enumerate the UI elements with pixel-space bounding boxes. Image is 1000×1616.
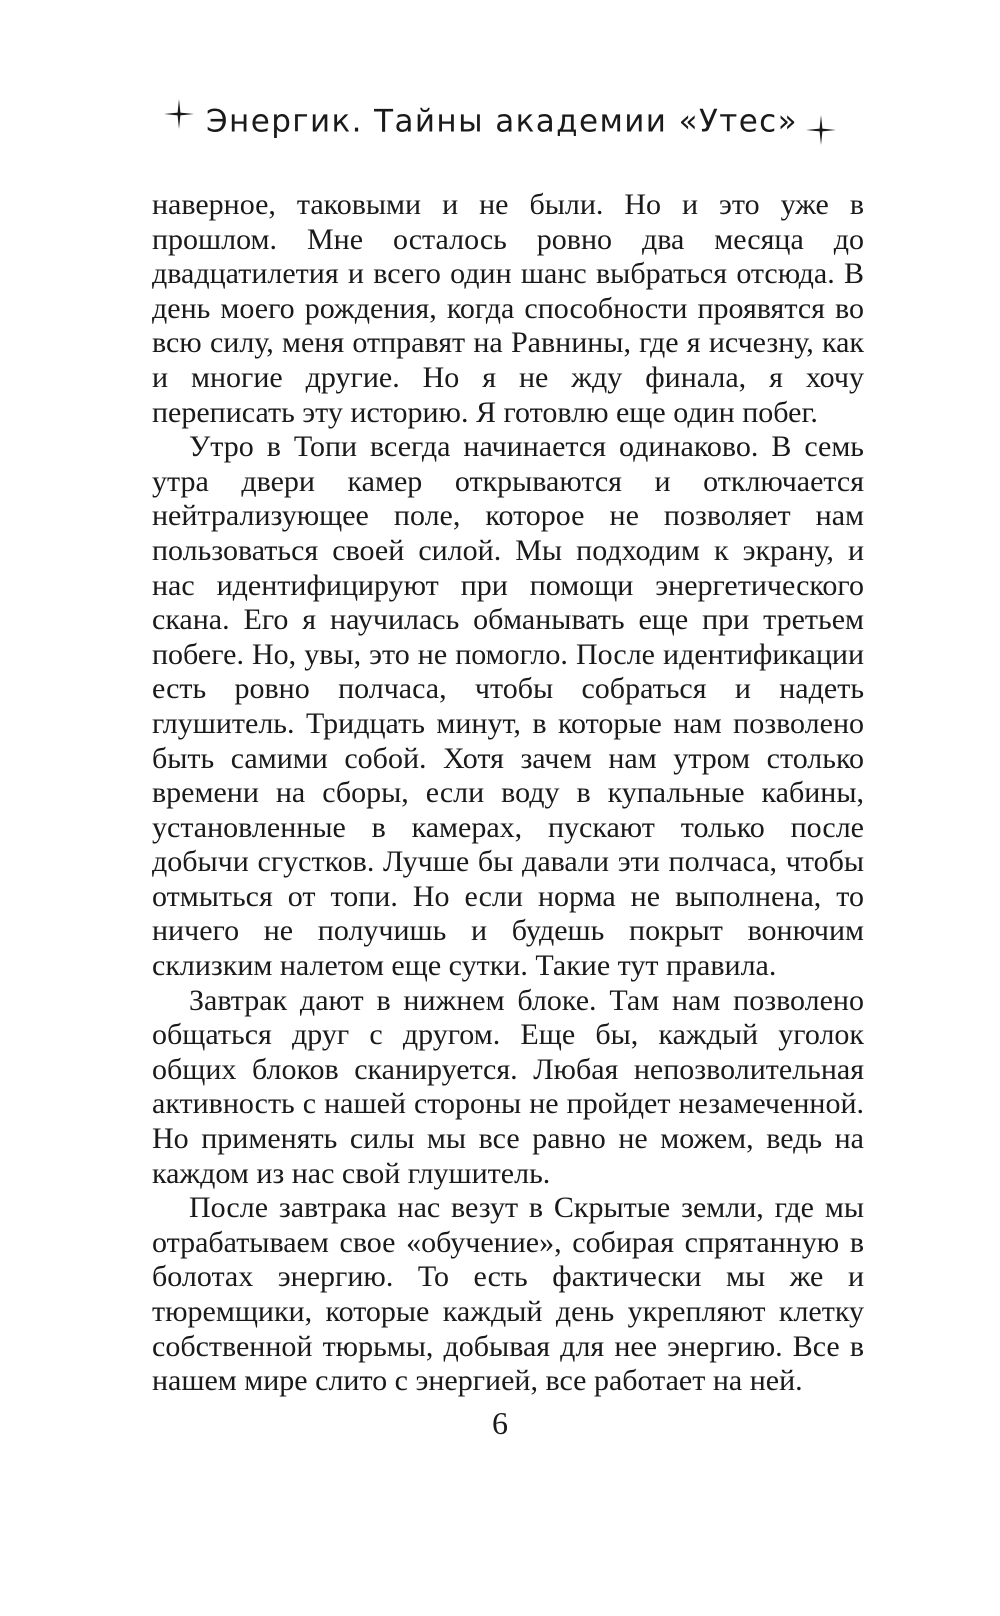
four-point-star-icon: [164, 99, 194, 129]
paragraph: Утро в Топи всегда начинается одинаково. В семь утра двери камер открываются и отключается нейтрализующее поле, которое не позволяет нам пользоваться своей силой. Мы подходим к экрану, и нас идентифицируют при помощи энергетического скана. Его я научилась обманывать еще при третьем побеге. Но, увы, это не помогло. После идентификации есть ровно полчаса, чтобы собраться и надеть глушитель. Тридцать минут, в которые нам позволено быть самими собой. Хотя зачем нам утром столько времени на сборы, если воду в купальные кабины, установленные в камерах, пускают только после добычи сгустков. Лучше бы давали эти полчаса, чтобы отмыться от топи. Но если норма не выполнена, то ничего не получишь и будешь покрыт вонючим склизким налетом еще сутки. Такие тут правила.: [152, 430, 864, 983]
running-header: [0, 102, 1000, 140]
page-body: [152, 188, 864, 1399]
paragraph: После завтрака нас везут в Скрытые земли, где мы отрабатываем свое «обучение», собирая спрятанную в болотах энергию. То есть фактически мы же и тюремщики, которые каждый день укрепляют клетку собственной тюрьмы, добывая для нее энергию. Все в нашем мире слито с энергией, все работает на ней.: [152, 1191, 864, 1398]
paragraph: Завтрак дают в нижнем блоке. Там нам позволено общаться друг с другом. Еще бы, каждый уголок общих блоков сканируется. Любая непозволительная активность с нашей стороны не пройдет незамеченной. Но применять силы мы все равно не можем, ведь на каждом из нас свой глушитель.: [152, 983, 864, 1190]
page-number: 6: [492, 1405, 508, 1441]
four-point-star-icon: [806, 115, 836, 145]
paragraph-continued: наверное, таковыми и не были. Но и это уже в прошлом. Мне осталось ровно два месяца до двадцатилетия и всего один шанс выбраться отсюда. В день моего рождения, когда способности проявятся во всю силу, меня отправят на Равнины, где я исчезну, как и многие другие. Но я не жду финала, я хочу переписать эту историю. Я готовлю еще один побег.: [152, 188, 864, 429]
book-title: Энергик. Тайны академии «Утес»: [206, 103, 798, 140]
